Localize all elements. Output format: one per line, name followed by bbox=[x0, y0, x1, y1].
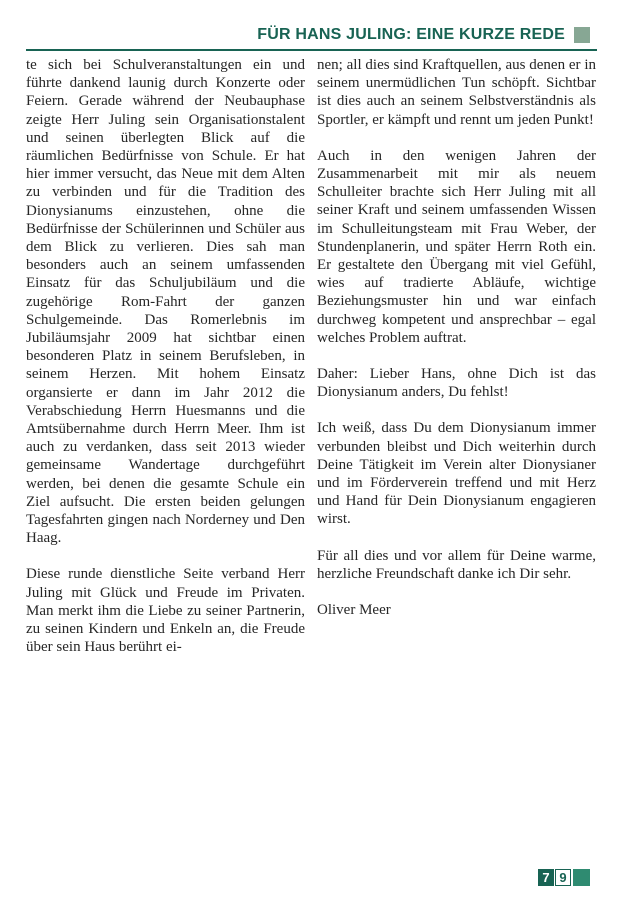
left-column bbox=[26, 56, 305, 675]
paragraph: Ich weiß, dass Du dem Dionysianum immer verbunden bleibst und Dich weiterhin durch Deine Tätigkeit im Verein alter Dionysianer und im Förderverein treffend und mit Herz und Hand für Dein Dionysianum engagieren wirst. bbox=[317, 420, 596, 528]
page-header bbox=[0, 0, 636, 43]
page-number-left: 7 bbox=[538, 869, 554, 886]
signature: Oliver Meer bbox=[317, 602, 391, 619]
paragraph: Daher: Lieber Hans, ohne Dich ist das Dionysianum anders, Du fehlst! bbox=[317, 366, 596, 401]
paragraph: Auch in den wenigen Jahren der Zusammenarbeit mit mir als neuem Schulleiter brachte sich Herr Juling mit all seiner Kraft und seinem umfassenden Wissen im Schulleitungsteam mit Frau Weber, der Stundenplanerin, und später Herrn Roth ein. Er gestaltete den Übergang mit viel Gefühl, wies auf tradierte Abläufe, wichtige Beziehungsmuster hin und war einfach durchweg kompetent und ansprechbar – egal welches Problem auftrat. bbox=[317, 147, 596, 346]
paragraph: nen; all dies sind Kraftquellen, aus denen er in seinem unermüdlichen Tun schöpft. Sichtbar ist dies auch an seinem Selbstverständnis als Sportler, er kämpft und rennt um jeden Punkt! bbox=[317, 57, 596, 128]
right-column bbox=[317, 56, 596, 675]
page-number-right: 9 bbox=[555, 869, 571, 886]
header-accent-square-icon bbox=[574, 27, 590, 43]
paragraph: Diese runde dienstliche Seite verband Herr Juling mit Glück und Freude im Privaten. Man merkt ihm die Liebe zu seiner Partnerin, zu seinen Kindern und Enkeln an, die Freude über sein Haus berührt ei- bbox=[26, 566, 305, 656]
paragraph: Für all dies und vor allem für Deine warme, herzliche Freundschaft danke ich Dir sehr. bbox=[317, 547, 596, 582]
article-body bbox=[0, 51, 636, 675]
page-footer bbox=[538, 869, 590, 886]
footer-accent-square-icon bbox=[573, 869, 590, 886]
paragraph: te sich bei Schulveranstaltungen ein und führte dankend launig durch Konzerte oder Feiern. Gerade während der Neubauphase zeigte Herr Juling sein Organisationstalent und seinen überlegten Blick auf die räumlichen Bedürfnisse von Schule. Er hat hier immer versucht, das Neue mit dem Alten zu verbinden und für die Tradition des Dionysianums einzustehen, ohne die Bedürfnisse der Schülerinnen und Schüler aus dem Blick zu verlieren. Dies sah man besonders auch an seinem umfassenden Einsatz für das Schuljubiläum und die zugehörige Rom-Fahrt der ganzen Schulgemeinde. Das Romerlebnis im Jubiläumsjahr 2009 hat sichtbar einen besonderen Platz in seinem Berufsleben, in seinem Herzen. Mit hohem Einsatz organsierte er dann im Jahr 2012 die Verabschiedung Herrn Huesmanns und die Amtsübernahme durch Herrn Meer. Ihm ist auch zu verdanken, dass seit 2013 wieder gemeinsame Wandertage durchgeführt werden, bei denen die gesamte Schule ein Ziel aufsucht. Die ersten beiden gelungen Tagesfahrten gingen nach Norderney und Den Haag. bbox=[26, 57, 305, 547]
page-header-title: FÜR HANS JULING: EINE KURZE REDE bbox=[257, 26, 565, 43]
